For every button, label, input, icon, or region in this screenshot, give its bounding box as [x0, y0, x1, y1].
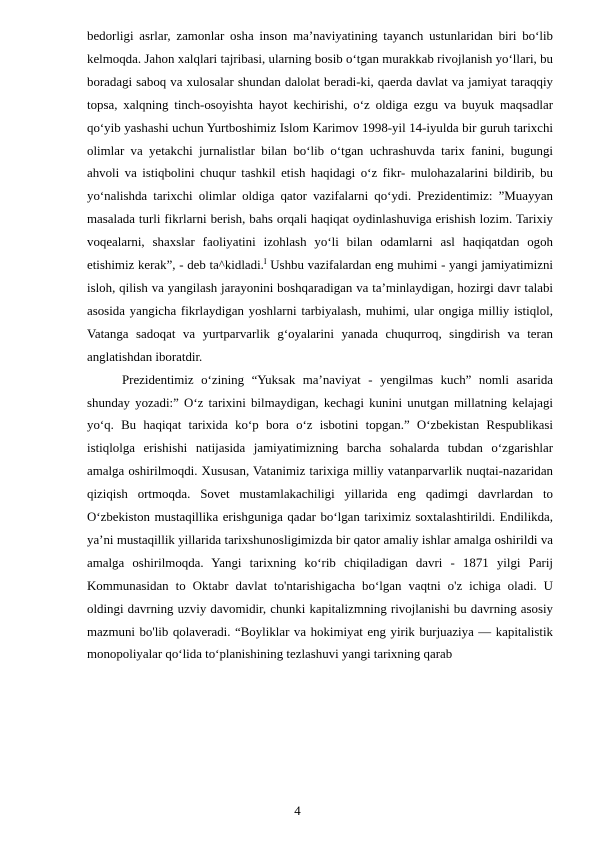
footnote-marker: I — [263, 257, 267, 267]
body-text — [87, 25, 553, 666]
paragraph-2: Prezidentimiz o‘zining “Yuksak ma’naviyat - yengilmas kuch” nomli asarida shunday yozadi:” O‘z tarixini bilmaydigan, kechagi kunini unutgan millatning kelajagi yo‘q. Bu haqiqat tarixida ko‘p bora o‘z isbotini topgan.” O‘zbekistan Respublikasi istiqlolga erishishi natijasida jamiyatimizning barcha sohalarda tubdan o‘zgarishlar amalga oshirilmoqdi. Xususan, Vatanimiz tarixiga milliy vatanparvarlik nuqtai-nazaridan qiziqish ortmoqda. Sovet mustamlakachiligi yillarida eng qadimgi davrlardan to O‘zbekiston mustaqillika erishguniga qadar bo‘lgan tariximiz soxtalashtirildi. Endilikda, ya’ni mustaqillik yillarida tarixshunosligimizda bir qator amaliy ishlar amalga oshirildi va amalga oshirilmoqda. Yangi tarixning ko‘rib chiqiladigan davri - 1871 yilgi Parij Kommunasidan to Oktabr davlat to'ntarishigacha bo‘lgan vaqtni o'z ichiga oladi. U oldingi davrning uzviy davomidir, chunki kapitalizmning rivojlanishi bu davrning asosiy mazmuni bo'lib qolaveradi. “Boyliklar va hokimiyat eng yirik burjuaziya — kapitalistik monopoliyalar qo‘lida to‘planishining tezlashuvi yangi tarixning qarab — [87, 372, 553, 662]
paragraph-1-text: bedorligi asrlar, zamonlar osha inson ma’naviyatining tayanch ustunlaridan biri bo‘lib kelmoqda. Jahon xalqlari tajribasi, ularning bosib o‘tgan murakkab rivojlanish yo‘llari, bu boradagi saboq va xulosalar shundan dalolat beradi-ki, qaerda davlat va jamiyat taraqqiy topsa, xalqning tinch-osoyishta hayot kechirishi, o‘z oldiga ezgu va buyuk maqsadlar qo‘yib yashashi uchun Yurtboshimiz Islom Karimov 1998-yil 14-iyulda bir guruh tarixchi olimlar va yetakchi jurnalistlar bilan bo‘lib o‘tgan uchrashuvda tarix fanini, bugungi ahvoli va istiqbolini chuqur tashkil etish haqidagi o‘z fikr- mulohazalarini bildirib, bu yo‘nalishda tarixchi olimlar oldiga qator vazifalarni qo‘ydi. Prezidentimiz: ”Muayyan masalada turli fikrlarni berish, bahs orqali haqiqat oydinlashuviga erishish lozim. Tarixiy voqealarni, shaxslar faoliyatini izohlash yo‘li bilan odamlarni asl haqiqatdan ogoh etishimiz kerak”, - deb ta^kidladi. — [87, 29, 553, 273]
page-number: 4 — [294, 804, 301, 818]
paragraph-1 — [87, 25, 553, 369]
paragraph-1-continuation: Ushbu vazifalardan eng muhimi - yangi jamiyatimizni isloh, qilish va yangilash jarayonini boshqaradigan va ta’minlaydigan, hozirgi davr talabi asosida yangicha fikrlaydigan yoshlarni tarbiyalash, muhimi, ular ongiga milliy istiqlol, Vatanga sadoqat va yurtparvarlik g‘oyalarini yanada chuqurroq, singdirish va teran anglatishdan iboratdir. — [87, 258, 553, 364]
